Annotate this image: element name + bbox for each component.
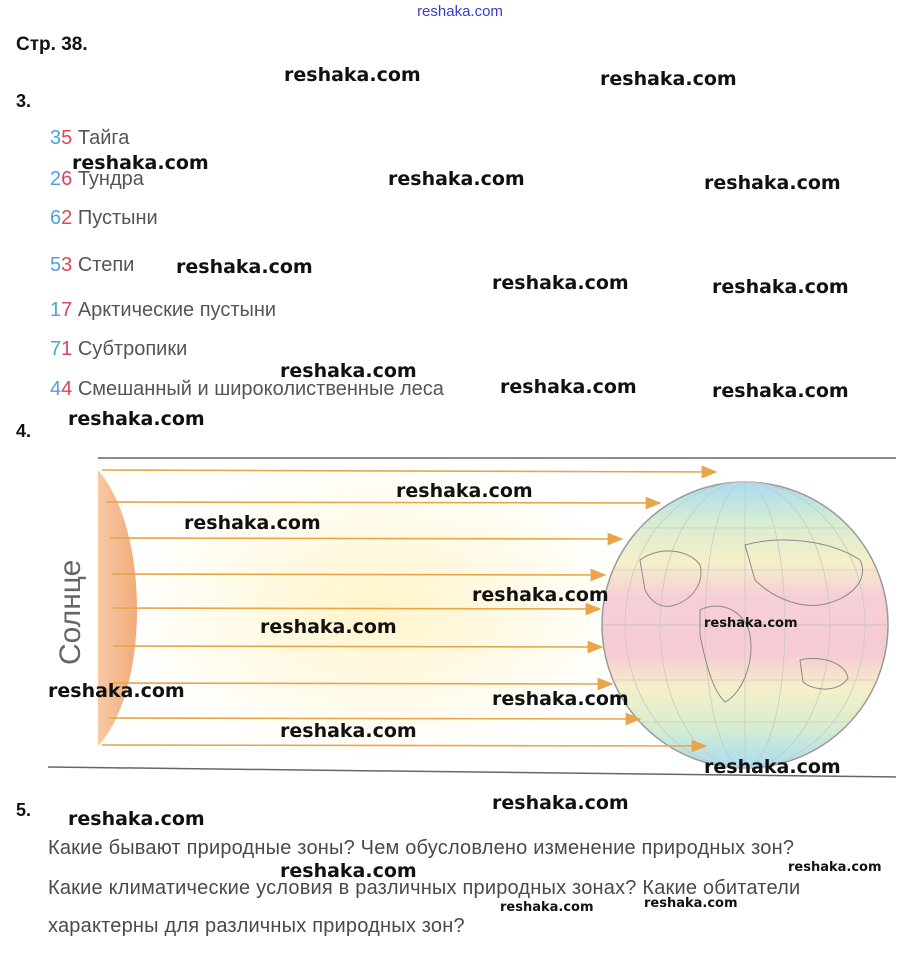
code-digit-2: 4	[61, 378, 73, 400]
watermark: reshaka.com	[68, 808, 205, 830]
watermark: reshaka.com	[260, 616, 397, 638]
ray-arrow	[108, 718, 640, 719]
watermark: reshaka.com	[644, 896, 738, 911]
list-item	[50, 254, 134, 277]
code-digit-2: 3	[61, 254, 73, 276]
code-digit-1: 6	[50, 207, 62, 229]
watermark: reshaka.com	[500, 376, 637, 398]
watermark: reshaka.com	[472, 584, 609, 606]
list-item	[50, 207, 158, 230]
list-item	[50, 127, 129, 150]
watermark: reshaka.com	[704, 616, 798, 631]
watermark: reshaka.com	[48, 680, 185, 702]
code-digit-1: 1	[50, 299, 62, 321]
zone-name: Тундра	[77, 168, 144, 190]
watermark: reshaka.com	[388, 168, 525, 190]
code-digit-2: 2	[61, 207, 73, 229]
list-item	[50, 299, 276, 322]
code-digit-2: 1	[61, 338, 73, 360]
code-digit-2: 7	[61, 299, 73, 321]
task-4-number: 4.	[16, 421, 32, 441]
watermark: reshaka.com	[284, 64, 421, 86]
page-label: Стр. 38.	[16, 34, 88, 55]
watermark: reshaka.com	[72, 152, 209, 174]
watermark: reshaka.com	[712, 276, 849, 298]
ray-arrow	[102, 745, 706, 746]
watermark: reshaka.com	[500, 900, 594, 915]
ray-arrow	[112, 683, 612, 684]
code-digit-1: 4	[50, 378, 62, 400]
watermark: reshaka.com	[280, 360, 417, 382]
watermark: reshaka.com	[788, 860, 882, 875]
watermark: reshaka.com	[492, 688, 629, 710]
ray-arrow	[113, 608, 600, 609]
zone-name: Степи	[77, 254, 135, 276]
task-3-number: 3.	[16, 91, 32, 111]
code-digit-2: 5	[61, 127, 73, 149]
code-digit-1: 7	[50, 338, 62, 360]
ray-arrow	[112, 574, 605, 575]
question-line: Какие климатические условия в различных природных зонах? Какие обитатели	[48, 877, 801, 899]
watermark: reshaka.com	[396, 480, 533, 502]
zone-name: Пустыни	[77, 207, 158, 229]
zone-name: Тайга	[77, 127, 130, 149]
watermark: reshaka.com	[280, 720, 417, 742]
list-item	[50, 338, 187, 361]
code-digit-1: 3	[50, 127, 62, 149]
watermark: reshaka.com	[68, 408, 205, 430]
zone-name: Арктические пустыни	[77, 299, 277, 321]
watermark: reshaka.com	[280, 860, 417, 882]
code-digit-1: 2	[50, 168, 62, 190]
code-digit-1: 5	[50, 254, 62, 276]
site-header[interactable]: reshaka.com	[417, 3, 503, 20]
sun-label: Солнце	[54, 559, 87, 665]
code-digit-2: 6	[61, 168, 73, 190]
watermark: reshaka.com	[704, 756, 841, 778]
light-glow	[120, 460, 640, 760]
ray-arrow	[106, 502, 660, 503]
watermark: reshaka.com	[704, 172, 841, 194]
watermark: reshaka.com	[184, 512, 321, 534]
question-line: Какие бывают природные зоны? Чем обусловлено изменение природных зон?	[48, 837, 795, 859]
ray-arrow	[110, 538, 622, 539]
watermark: reshaka.com	[176, 256, 313, 278]
watermark: reshaka.com	[712, 380, 849, 402]
zone-name: Смешанный и широколиственные леса	[77, 378, 444, 400]
zone-name: Субтропики	[77, 338, 188, 360]
watermark: reshaka.com	[600, 68, 737, 90]
watermark: reshaka.com	[492, 272, 629, 294]
task-5-number: 5.	[16, 800, 32, 820]
ray-arrow	[113, 646, 602, 647]
watermark: reshaka.com	[492, 792, 629, 814]
ray-arrow	[102, 470, 716, 472]
question-line: характерны для различных природных зон?	[48, 915, 465, 937]
